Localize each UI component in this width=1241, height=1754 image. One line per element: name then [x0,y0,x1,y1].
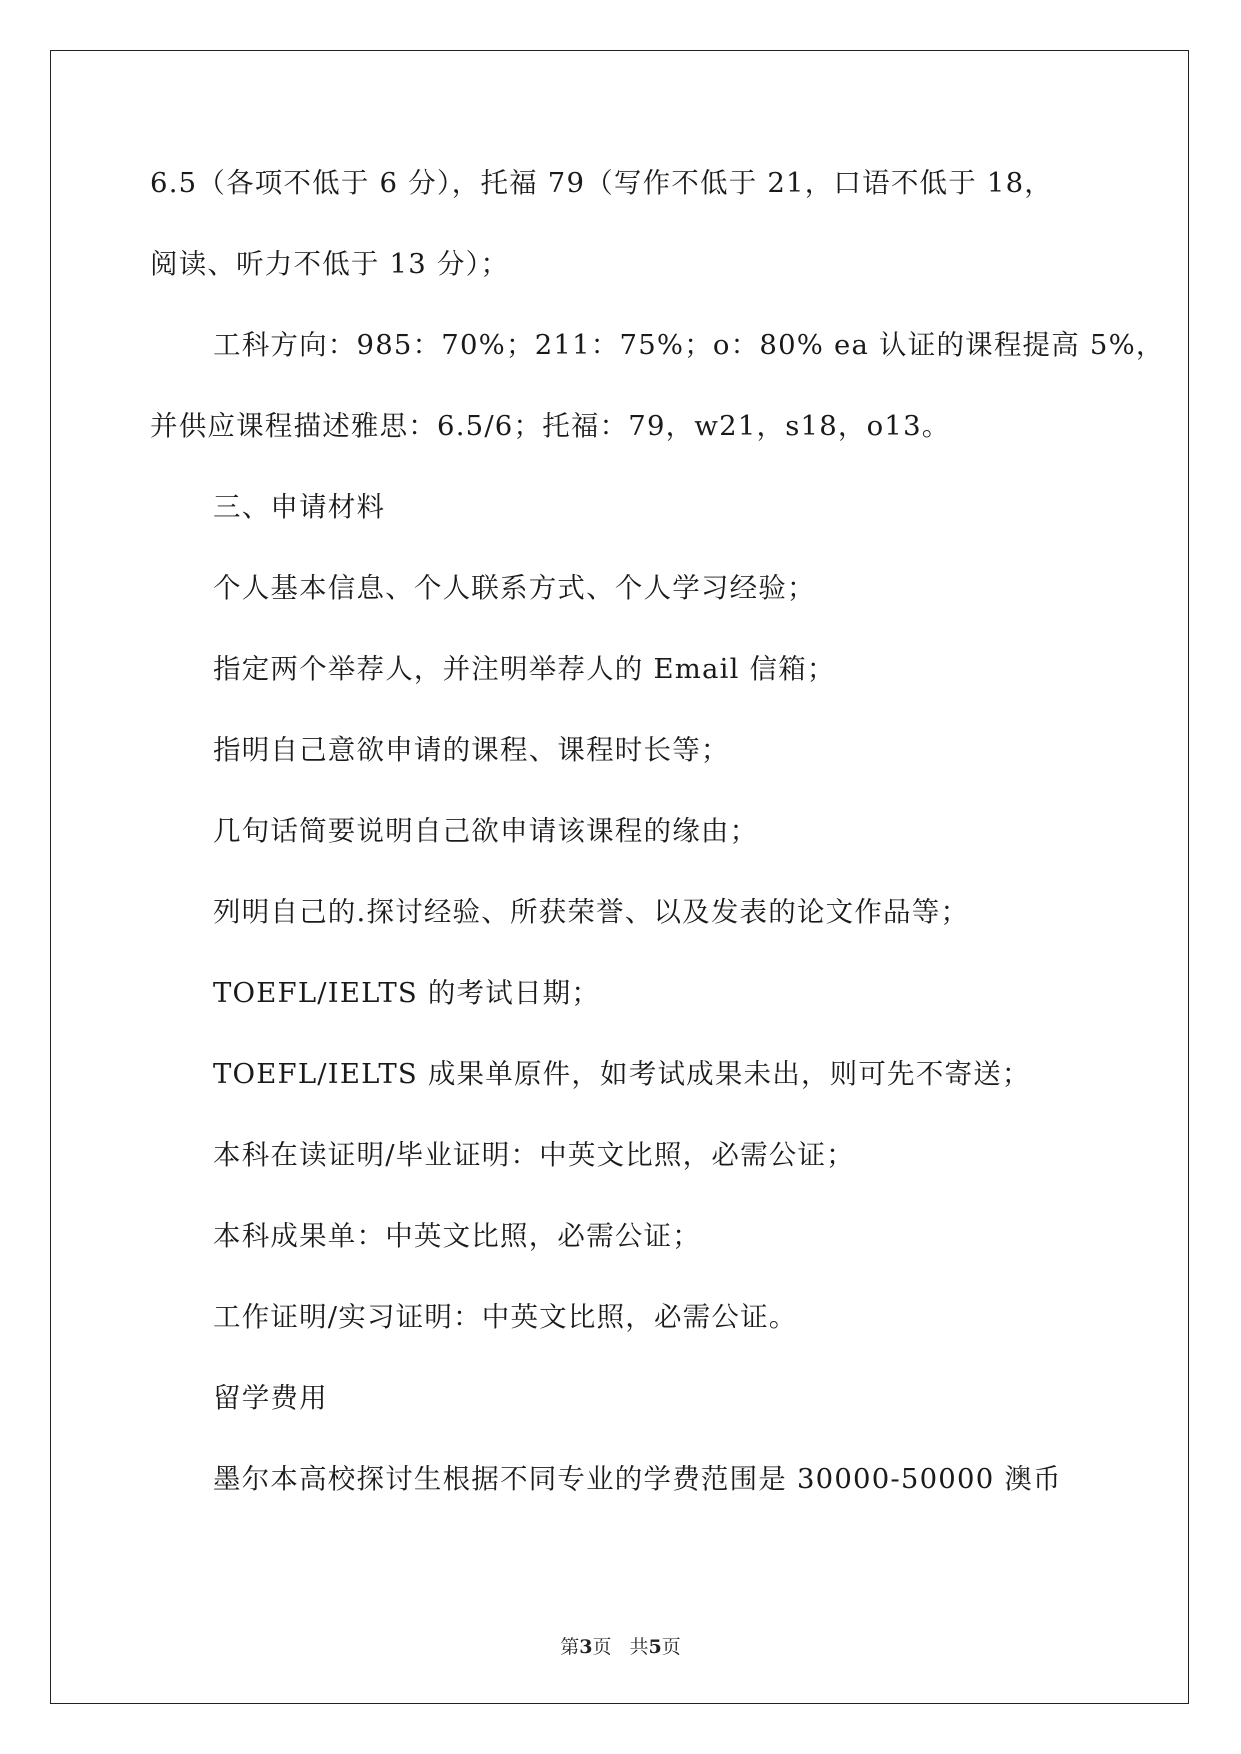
list-item: 指明自己意欲申请的课程、课程时长等； [213,734,730,766]
current-page-number: 3 [579,1636,593,1658]
list-item: 几句话简要说明自己欲申请该课程的缘由； [213,815,759,847]
page-label-prefix: 第 [560,1636,580,1658]
list-item: 工作证明/实习证明：中英文比照，必需公证。 [213,1301,798,1333]
list-item: 列明自己的.探讨经验、所获荣誉、以及发表的论文作品等； [213,896,970,928]
list-item: 本科在读证明/毕业证明：中英文比照，必需公证； [213,1139,855,1171]
total-page-number: 5 [648,1636,662,1658]
section-heading: 留学费用 [213,1382,328,1414]
total-label-suffix: 页 [661,1636,681,1658]
list-item: 指定两个举荐人，并注明举荐人的 Email 信箱； [213,653,836,685]
list-item: 个人基本信息、个人联系方式、个人学习经验； [213,572,816,604]
page-footer [0,1632,1241,1659]
document-body [150,158,1165,1535]
total-label-prefix: 共 [629,1636,649,1658]
text-line: 6.5（各项不低于 6 分），托福 79（写作不低于 21，口语不低于 18， [150,167,1053,199]
page-label-suffix: 页 [592,1636,612,1658]
list-item: TOEFL/IELTS 成果单原件，如考试成果未出，则可先不寄送； [213,1058,1031,1090]
text-line: 并供应课程描述雅思：6.5/6；托福：79，w21，s18，o13。 [150,410,951,442]
text-line: 墨尔本高校探讨生根据不同专业的学费范围是 30000-50000 澳币 [213,1463,1062,1495]
section-heading: 三、申请材料 [213,491,386,523]
text-line: 工科方向：985：70%；211：75%；o：80% ea 认证的课程提高 5%， [213,329,1165,361]
text-line: 阅读、听力不低于 13 分）； [150,248,510,280]
list-item: TOEFL/IELTS 的考试日期； [213,977,601,1009]
list-item: 本科成果单：中英文比照，必需公证； [213,1220,701,1252]
